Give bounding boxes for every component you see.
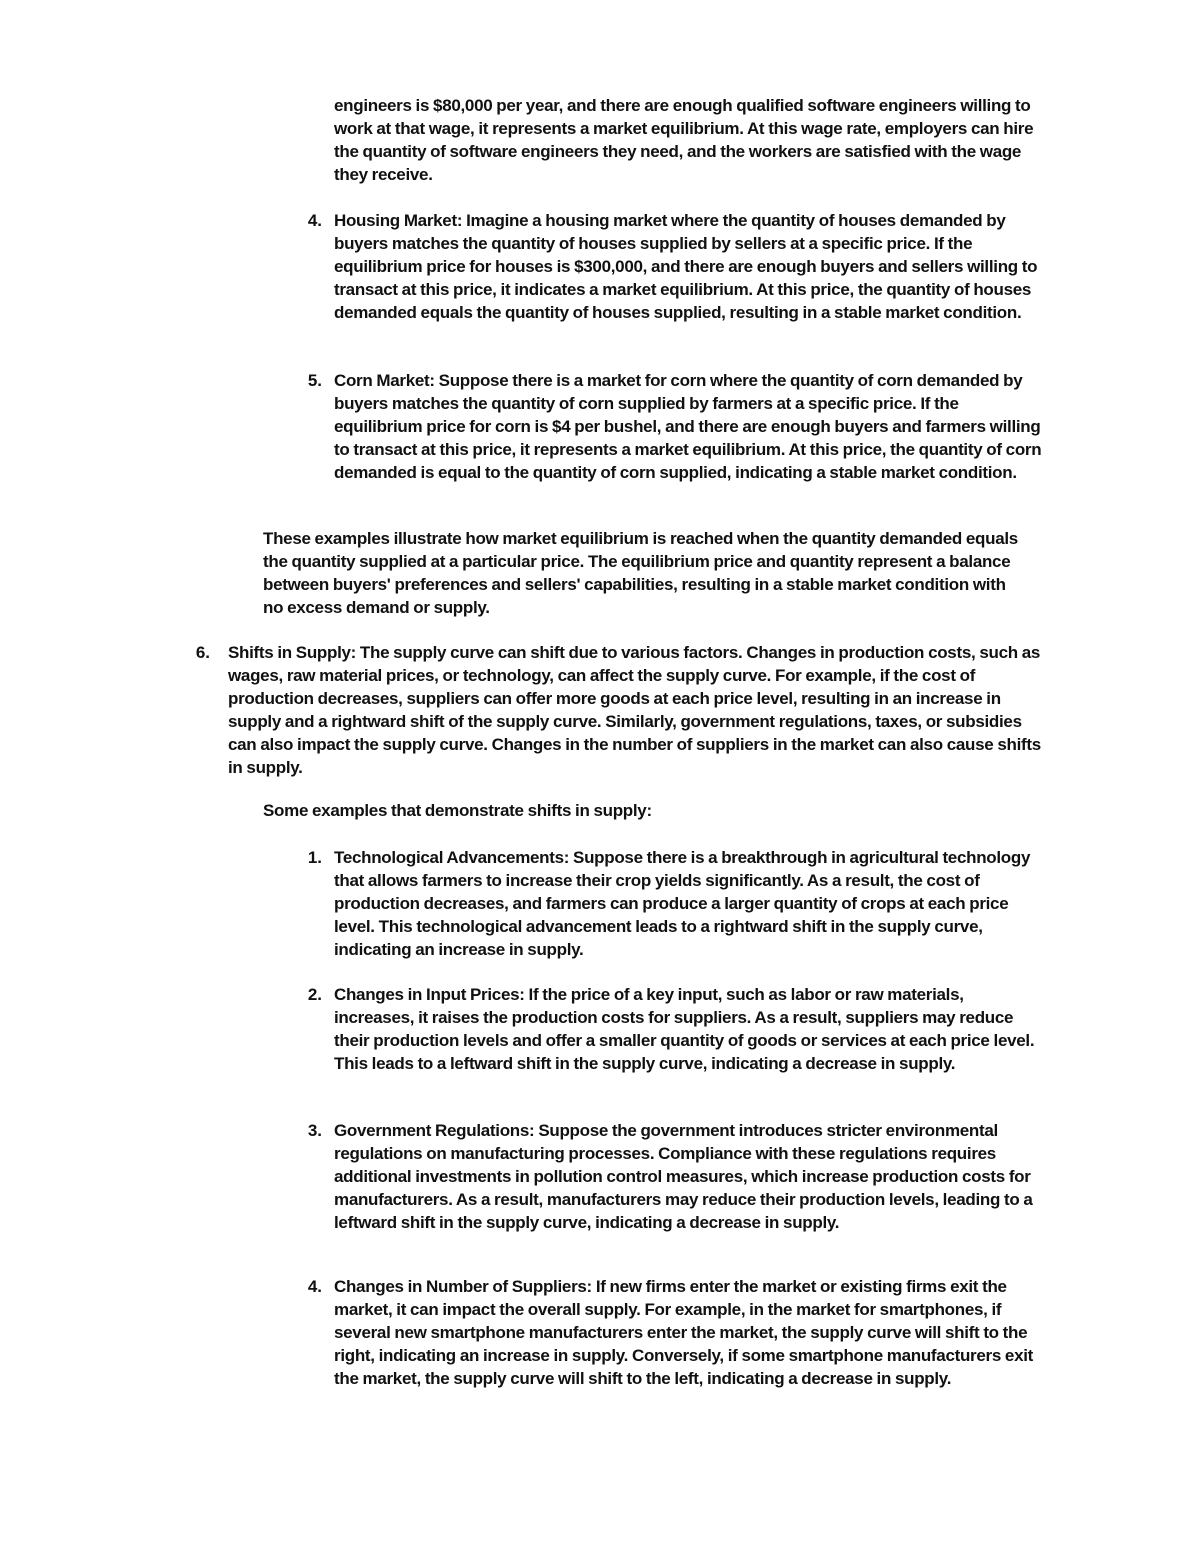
list-item-technological-advancements: Technological Advancements: Suppose there is a breakthrough in agricultural technology that allows farmers to increase their crop yields significantly. As a result, the cost of production decreases, and farmers can produce a larger quantity of crops at each price level. This technological advancement leads to a rightward shift in the supply curve, indicating an increase in supply. bbox=[334, 848, 1031, 959]
list-item-changes-in-input-prices: Changes in Input Prices: If the price of a key input, such as labor or raw materials, increases, it raises the production costs for suppliers. As a result, suppliers may reduce their production levels and offer a smaller quantity of goods or services at each price level. This leads to a leftward shift in the supply curve, indicating a decrease in supply. bbox=[334, 985, 1035, 1073]
list-number: 5. bbox=[307, 371, 322, 390]
equilibrium-summary-paragraph: These examples illustrate how market equilibrium is reached when the quantity demanded equals the quantity supplied at a particular price. The equilibrium price and quantity represent a balance between buyers' preferences and sellers' capabilities, resulting in a stable market condition with no excess demand or supply. bbox=[263, 529, 1018, 617]
list-number: 1. bbox=[307, 848, 322, 867]
examples-intro: Some examples that demonstrate shifts in supply: bbox=[263, 801, 652, 820]
list-number: 2. bbox=[307, 985, 322, 1004]
list-number: 4. bbox=[307, 1277, 322, 1296]
list-item-housing-market: Housing Market: Imagine a housing market where the quantity of houses demanded by buyers matches the quantity of houses supplied by sellers at a specific price. If the equilibrium price for houses is $300,000, and there are enough buyers and sellers willing to transact at this price, it indicates a market equilibrium. At this price, the quantity of houses demanded equals the quantity of houses supplied, resulting in a stable market condition. bbox=[334, 211, 1038, 322]
list-item-changes-in-number-of-suppliers: Changes in Number of Suppliers: If new firms enter the market or existing firms exit the market, it can impact the overall supply. For example, in the market for smartphones, if several new smartphone manufacturers enter the market, the supply curve will shift to the right, indicating an increase in supply. Conversely, if some smartphone manufacturers exit the market, the supply curve will shift to the left, indicating a decrease in supply. bbox=[334, 1277, 1034, 1388]
section-number: 6. bbox=[195, 643, 210, 662]
continuation-paragraph: engineers is $80,000 per year, and there are enough qualified software engineers willing to work at that wage, it represents a market equilibrium. At this wage rate, employers can hire the quantity of software engineers they need, and the workers are satisfied with the wage they receive. bbox=[334, 96, 1034, 184]
section-shifts-in-supply: Shifts in Supply: The supply curve can shift due to various factors. Changes in production costs, such as wages, raw material prices, or technology, can affect the supply curve. For example, if the cost of production decreases, suppliers can offer more goods at each price level, resulting in an increase in supply and a rightward shift of the supply curve. Similarly, government regulations, taxes, or subsidies can also impact the supply curve. Changes in the number of suppliers in the market can also cause shifts in supply. bbox=[228, 643, 1041, 777]
list-number: 3. bbox=[307, 1121, 322, 1140]
list-number: 4. bbox=[307, 211, 322, 230]
list-item-corn-market: Corn Market: Suppose there is a market for corn where the quantity of corn demanded by buyers matches the quantity of corn supplied by farmers at a specific price. If the equilibrium price for corn is $4 per bushel, and there are enough buyers and farmers willing to transact at this price, it represents a market equilibrium. At this price, the quantity of corn demanded is equal to the quantity of corn supplied, indicating a stable market condition. bbox=[334, 371, 1042, 482]
list-item-government-regulations: Government Regulations: Suppose the government introduces stricter environmental regulations on manufacturing processes. Compliance with these regulations requires additional investments in pollution control measures, which increase production costs for manufacturers. As a result, manufacturers may reduce their production levels, leading to a leftward shift in the supply curve, indicating a decrease in supply. bbox=[334, 1121, 1033, 1232]
